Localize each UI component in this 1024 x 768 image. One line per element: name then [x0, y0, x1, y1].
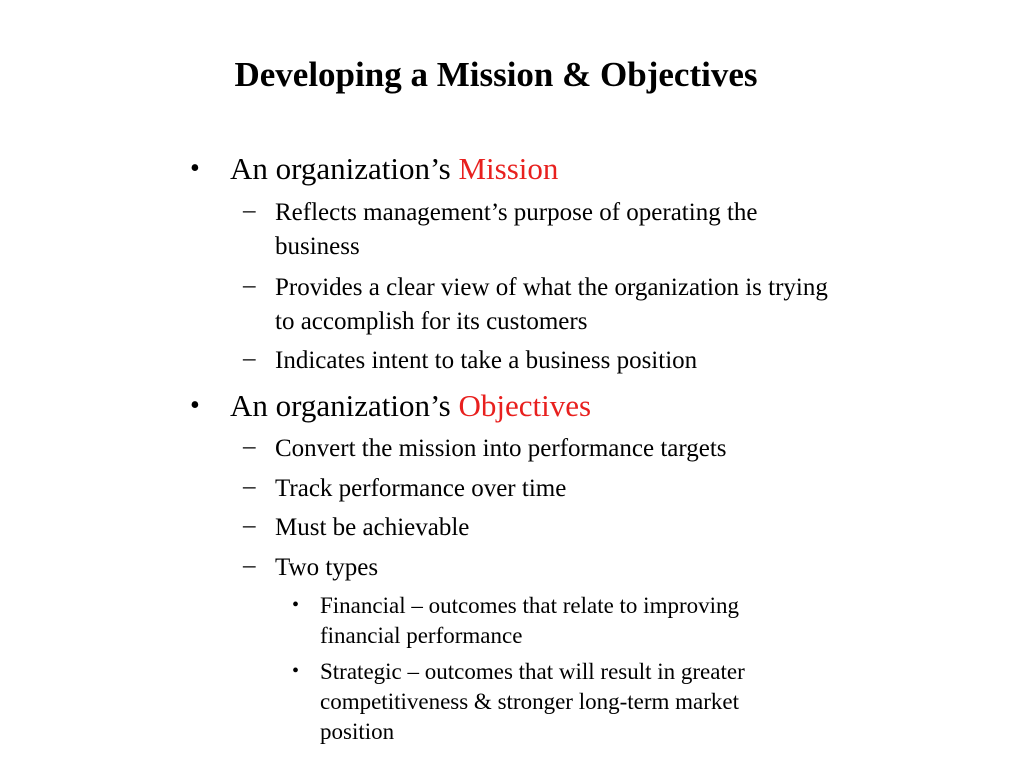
slide-title: Developing a Mission & Objectives: [234, 55, 758, 94]
bullet-lead: An organization’s: [230, 151, 459, 186]
dash-marker: –: [243, 197, 256, 224]
sub-bullet-text: Reflects management’s purpose of operating the business: [275, 199, 758, 260]
bullet-text: [230, 388, 591, 424]
sub-sub-bullet-text: Financial – outcomes that relate to improving financial performance: [320, 593, 740, 648]
sub-bullet-text: Convert the mission into performance targets: [275, 435, 727, 462]
bullet-marker: •: [292, 594, 300, 616]
dash-marker: –: [243, 272, 256, 299]
dash-marker: –: [243, 345, 256, 372]
sub-bullet-text: Track performance over time: [275, 475, 567, 502]
sub-sub-bullet-text: Strategic – outcomes that will result in greater competitiveness & stronger long-term market position: [320, 659, 745, 744]
dash-marker: –: [243, 512, 256, 539]
sub-bullet-text: Provides a clear view of what the organization is trying to accomplish for its customers: [275, 274, 828, 335]
sub-bullet-text: Two types: [275, 554, 379, 581]
dash-marker: –: [243, 433, 256, 460]
bullet-highlight: Mission: [458, 151, 559, 186]
bullet-text: [230, 151, 558, 187]
dash-marker: –: [243, 552, 256, 579]
bullet-marker: •: [292, 660, 300, 682]
bullet-lead: An organization’s: [230, 388, 459, 423]
dash-marker: –: [243, 473, 256, 500]
sub-bullet-text: Must be achievable: [275, 514, 470, 541]
bullet-marker: •: [190, 390, 200, 421]
bullet-marker: •: [190, 153, 200, 184]
sub-bullet-text: Indicates intent to take a business position: [275, 347, 698, 374]
bullet-highlight: Objectives: [458, 388, 592, 423]
